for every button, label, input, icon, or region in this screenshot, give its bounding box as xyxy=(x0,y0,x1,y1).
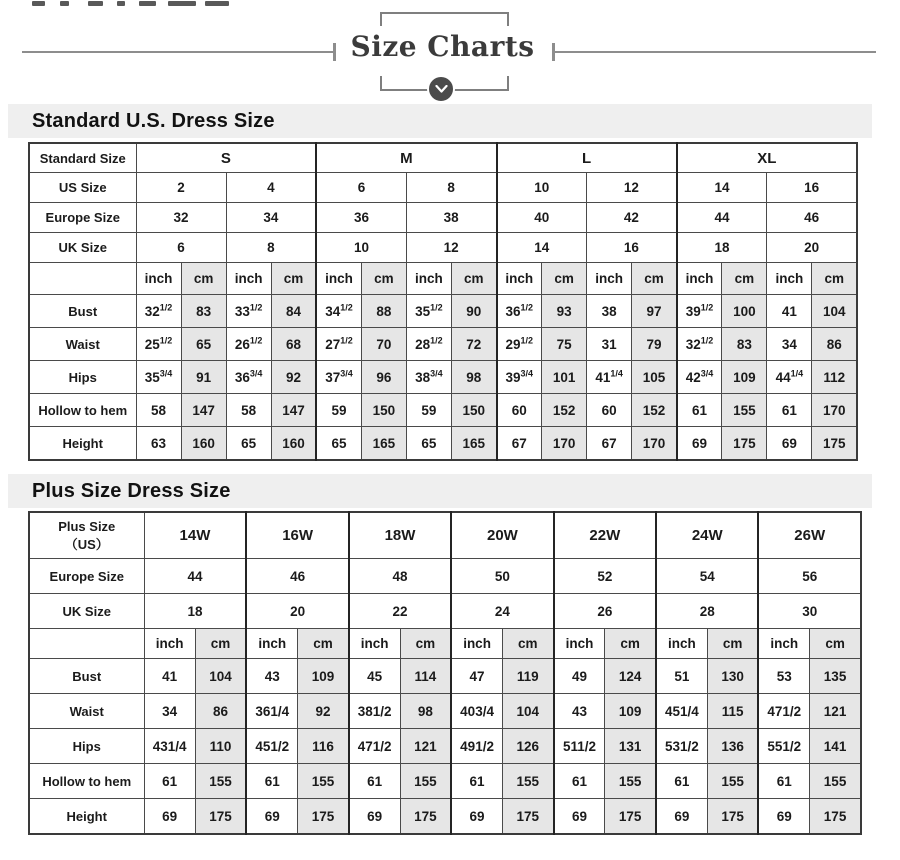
plus-section-title: Plus Size Dress Size xyxy=(32,479,231,502)
unit-header-cell: cm xyxy=(451,263,496,295)
size-value-cell: 4 xyxy=(226,173,316,203)
measurement-cell: 175 xyxy=(195,799,246,835)
measurement-cell: $35^{1/2}$ xyxy=(406,295,451,328)
measurement-cell: 38 xyxy=(587,295,632,328)
row-label: Waist xyxy=(29,694,144,729)
measurement-cell: 124 xyxy=(605,659,656,694)
size-value-cell: 12 xyxy=(406,233,496,263)
size-value-cell: 20 xyxy=(767,233,857,263)
measurement-cell: 115 xyxy=(707,694,758,729)
table-row xyxy=(29,694,861,729)
unit-header-cell: cm xyxy=(632,263,677,295)
unit-header-cell: inch xyxy=(246,629,297,659)
size-value-cell: 28 xyxy=(656,594,758,629)
plus-title-strip xyxy=(8,474,872,508)
size-value-cell: 54 xyxy=(656,559,758,594)
measurement-cell: 109 xyxy=(722,361,767,394)
unit-header-cell: inch xyxy=(587,263,632,295)
chevron-down-icon xyxy=(435,85,448,94)
measurement-cell: 96 xyxy=(361,361,406,394)
measurement-cell: $36^{3/4}$ xyxy=(226,361,271,394)
measurement-cell: 130 xyxy=(707,659,758,694)
table-row xyxy=(29,328,857,361)
measurement-cell: 98 xyxy=(400,694,451,729)
table-row xyxy=(29,629,861,659)
size-value-cell: 8 xyxy=(226,233,316,263)
measurement-cell: 86 xyxy=(812,328,857,361)
standard-dress-size-table xyxy=(28,142,858,461)
plus-dress-size-table xyxy=(28,511,862,835)
banner-right-line xyxy=(552,51,876,53)
row-label: UK Size xyxy=(29,233,136,263)
size-value-cell: 18 xyxy=(144,594,246,629)
measurement-cell: 155 xyxy=(195,764,246,799)
size-value-cell: 46 xyxy=(246,559,348,594)
table-row xyxy=(29,559,861,594)
size-value-cell: 18 xyxy=(677,233,767,263)
measurement-cell: $33^{1/2}$ xyxy=(226,295,271,328)
unit-header-cell: cm xyxy=(400,629,451,659)
measurement-cell: $39^{3/4}$ xyxy=(497,361,542,394)
measurement-cell: 141 xyxy=(810,729,861,764)
row-label: Hips xyxy=(29,361,136,394)
unit-header-cell: cm xyxy=(361,263,406,295)
measurement-cell: 75 xyxy=(542,328,587,361)
size-value-cell: 38 xyxy=(406,203,496,233)
measurement-cell: 121 xyxy=(400,729,451,764)
measurement-cell: 68 xyxy=(271,328,316,361)
unit-header-cell: inch xyxy=(136,263,181,295)
row-label: US Size xyxy=(29,173,136,203)
measurement-cell: 69 xyxy=(246,799,297,835)
unit-header-cell: cm xyxy=(707,629,758,659)
table-row xyxy=(29,263,857,295)
measurement-cell: 101 xyxy=(542,361,587,394)
measurement-cell: 175 xyxy=(605,799,656,835)
measurement-cell: 59 xyxy=(316,394,361,427)
measurement-cell: 381/2 xyxy=(349,694,400,729)
measurement-cell: 88 xyxy=(361,295,406,328)
unit-header-cell: cm xyxy=(722,263,767,295)
size-value-cell: 52 xyxy=(554,559,656,594)
measurement-cell: 69 xyxy=(677,427,722,461)
measurement-cell: 84 xyxy=(271,295,316,328)
measurement-cell: 110 xyxy=(195,729,246,764)
measurement-cell: 150 xyxy=(361,394,406,427)
measurement-cell: 104 xyxy=(812,295,857,328)
measurement-cell: 86 xyxy=(195,694,246,729)
measurement-cell: 69 xyxy=(144,799,195,835)
measurement-cell: 152 xyxy=(542,394,587,427)
unit-header-cell: inch xyxy=(767,263,812,295)
table-row xyxy=(29,764,861,799)
row-label: Bust xyxy=(29,295,136,328)
size-group-cell: 20W xyxy=(451,512,553,559)
measurement-cell: 58 xyxy=(226,394,271,427)
unit-header-cell: inch xyxy=(349,629,400,659)
size-value-cell: 48 xyxy=(349,559,451,594)
measurement-cell: 51 xyxy=(656,659,707,694)
measurement-cell: 155 xyxy=(605,764,656,799)
unit-header-cell: inch xyxy=(316,263,361,295)
measurement-cell: $42^{3/4}$ xyxy=(677,361,722,394)
size-group-cell: L xyxy=(497,143,677,173)
unit-header-cell: cm xyxy=(605,629,656,659)
size-value-cell: 10 xyxy=(316,233,406,263)
measurement-cell: 170 xyxy=(812,394,857,427)
measurement-cell: 175 xyxy=(812,427,857,461)
measurement-cell: 112 xyxy=(812,361,857,394)
size-value-cell: 24 xyxy=(451,594,553,629)
measurement-cell: 104 xyxy=(502,694,553,729)
size-group-cell: 16W xyxy=(246,512,348,559)
corner-label: Plus Size （US） xyxy=(29,512,144,559)
measurement-cell: 100 xyxy=(722,295,767,328)
size-value-cell: 10 xyxy=(497,173,587,203)
measurement-cell: $44^{1/4}$ xyxy=(767,361,812,394)
measurement-cell: 97 xyxy=(632,295,677,328)
measurement-cell: 41 xyxy=(767,295,812,328)
measurement-cell: 109 xyxy=(605,694,656,729)
measurement-cell: 69 xyxy=(451,799,502,835)
banner-title: Size Charts xyxy=(350,30,535,63)
measurement-cell: 165 xyxy=(361,427,406,461)
size-group-cell: 24W xyxy=(656,512,758,559)
table-row xyxy=(29,394,857,427)
measurement-cell: 91 xyxy=(181,361,226,394)
measurement-cell: 61 xyxy=(554,764,605,799)
measurement-cell: $37^{3/4}$ xyxy=(316,361,361,394)
size-value-cell: 6 xyxy=(136,233,226,263)
measurement-cell: 471/2 xyxy=(349,729,400,764)
standard-size-section xyxy=(0,104,900,461)
measurement-cell: 63 xyxy=(136,427,181,461)
measurement-cell: 170 xyxy=(632,427,677,461)
measurement-cell: 160 xyxy=(181,427,226,461)
measurement-cell: $28^{1/2}$ xyxy=(406,328,451,361)
banner-left-line xyxy=(22,51,336,53)
size-value-cell: 36 xyxy=(316,203,406,233)
measurement-cell: 72 xyxy=(451,328,496,361)
bracket-top xyxy=(380,12,509,26)
standard-section-title: Standard U.S. Dress Size xyxy=(32,109,275,132)
measurement-cell: 155 xyxy=(707,764,758,799)
size-value-cell: 16 xyxy=(767,173,857,203)
measurement-cell: 83 xyxy=(181,295,226,328)
unit-header-cell: cm xyxy=(181,263,226,295)
measurement-cell: 451/2 xyxy=(246,729,297,764)
measurement-cell: 61 xyxy=(758,764,809,799)
measurement-cell: 67 xyxy=(497,427,542,461)
measurement-cell: $34^{1/2}$ xyxy=(316,295,361,328)
measurement-cell: 43 xyxy=(246,659,297,694)
measurement-cell: 34 xyxy=(144,694,195,729)
measurement-cell: 175 xyxy=(707,799,758,835)
size-value-cell: 50 xyxy=(451,559,553,594)
empty-corner-cell xyxy=(29,263,136,295)
measurement-cell: 65 xyxy=(181,328,226,361)
measurement-cell: 49 xyxy=(554,659,605,694)
measurement-cell: $32^{1/2}$ xyxy=(677,328,722,361)
measurement-cell: 61 xyxy=(349,764,400,799)
unit-header-cell: inch xyxy=(554,629,605,659)
empty-corner-cell xyxy=(29,629,144,659)
size-group-cell: XL xyxy=(677,143,857,173)
size-value-cell: 46 xyxy=(767,203,857,233)
measurement-cell: 131 xyxy=(605,729,656,764)
measurement-cell: 60 xyxy=(587,394,632,427)
measurement-cell: 61 xyxy=(144,764,195,799)
size-value-cell: 42 xyxy=(587,203,677,233)
plus-size-section xyxy=(0,474,900,835)
measurement-cell: 92 xyxy=(271,361,316,394)
measurement-cell: 147 xyxy=(181,394,226,427)
measurement-cell: 175 xyxy=(722,427,767,461)
measurement-cell: 109 xyxy=(298,659,349,694)
unit-header-cell: inch xyxy=(677,263,722,295)
measurement-cell: 511/2 xyxy=(554,729,605,764)
table-row xyxy=(29,295,857,328)
size-value-cell: 12 xyxy=(587,173,677,203)
measurement-cell: 69 xyxy=(656,799,707,835)
size-value-cell: 8 xyxy=(406,173,496,203)
unit-header-cell: inch xyxy=(656,629,707,659)
measurement-cell: 90 xyxy=(451,295,496,328)
measurement-cell: 170 xyxy=(542,427,587,461)
measurement-cell: 147 xyxy=(271,394,316,427)
size-value-cell: 44 xyxy=(144,559,246,594)
measurement-cell: 92 xyxy=(298,694,349,729)
measurement-cell: $26^{1/2}$ xyxy=(226,328,271,361)
row-label: Height xyxy=(29,799,144,835)
unit-header-cell: inch xyxy=(406,263,451,295)
measurement-cell: 61 xyxy=(677,394,722,427)
size-value-cell: 44 xyxy=(677,203,767,233)
measurement-cell: 65 xyxy=(316,427,361,461)
measurement-cell: 65 xyxy=(226,427,271,461)
measurement-cell: 69 xyxy=(554,799,605,835)
measurement-cell: 551/2 xyxy=(758,729,809,764)
unit-header-cell: cm xyxy=(542,263,587,295)
unit-header-cell: cm xyxy=(271,263,316,295)
size-group-cell: 22W xyxy=(554,512,656,559)
measurement-cell: 155 xyxy=(400,764,451,799)
measurement-cell: 61 xyxy=(246,764,297,799)
measurement-cell: 43 xyxy=(554,694,605,729)
measurement-cell: 451/4 xyxy=(656,694,707,729)
size-value-cell: 6 xyxy=(316,173,406,203)
row-label: UK Size xyxy=(29,594,144,629)
row-label: Hollow to hem xyxy=(29,764,144,799)
unit-header-cell: inch xyxy=(758,629,809,659)
unit-header-cell: cm xyxy=(195,629,246,659)
row-label: Hollow to hem xyxy=(29,394,136,427)
measurement-cell: 61 xyxy=(767,394,812,427)
row-label: Hips xyxy=(29,729,144,764)
measurement-cell: 69 xyxy=(758,799,809,835)
corner-label: Standard Size xyxy=(29,143,136,173)
measurement-cell: 69 xyxy=(767,427,812,461)
unit-header-cell: cm xyxy=(502,629,553,659)
measurement-cell: 361/4 xyxy=(246,694,297,729)
table-row xyxy=(29,233,857,263)
measurement-cell: $38^{3/4}$ xyxy=(406,361,451,394)
table-row xyxy=(29,594,861,629)
measurement-cell: 105 xyxy=(632,361,677,394)
size-value-cell: 56 xyxy=(758,559,861,594)
measurement-cell: 152 xyxy=(632,394,677,427)
measurement-cell: 69 xyxy=(349,799,400,835)
measurement-cell: 431/4 xyxy=(144,729,195,764)
measurement-cell: 79 xyxy=(632,328,677,361)
size-group-cell: S xyxy=(136,143,316,173)
unit-header-cell: inch xyxy=(451,629,502,659)
measurement-cell: $41^{1/4}$ xyxy=(587,361,632,394)
measurement-cell: 98 xyxy=(451,361,496,394)
measurement-cell: 47 xyxy=(451,659,502,694)
size-value-cell: 20 xyxy=(246,594,348,629)
size-value-cell: 16 xyxy=(587,233,677,263)
measurement-cell: 83 xyxy=(722,328,767,361)
measurement-cell: 175 xyxy=(502,799,553,835)
measurement-cell: $29^{1/2}$ xyxy=(497,328,542,361)
measurement-cell: 471/2 xyxy=(758,694,809,729)
table-row xyxy=(29,143,857,173)
unit-header-cell: inch xyxy=(226,263,271,295)
row-label: Height xyxy=(29,427,136,461)
measurement-cell: 53 xyxy=(758,659,809,694)
size-group-cell: 26W xyxy=(758,512,861,559)
measurement-cell: 34 xyxy=(767,328,812,361)
measurement-cell: 155 xyxy=(298,764,349,799)
table-row xyxy=(29,512,861,559)
size-value-cell: 2 xyxy=(136,173,226,203)
unit-header-cell: inch xyxy=(144,629,195,659)
table-row xyxy=(29,361,857,394)
measurement-cell: 155 xyxy=(502,764,553,799)
measurement-cell: $25^{1/2}$ xyxy=(136,328,181,361)
measurement-cell: $27^{1/2}$ xyxy=(316,328,361,361)
measurement-cell: $35^{3/4}$ xyxy=(136,361,181,394)
size-group-cell: M xyxy=(316,143,496,173)
measurement-cell: 531/2 xyxy=(656,729,707,764)
measurement-cell: 160 xyxy=(271,427,316,461)
measurement-cell: 126 xyxy=(502,729,553,764)
measurement-cell: 155 xyxy=(722,394,767,427)
row-label: Bust xyxy=(29,659,144,694)
measurement-cell: 67 xyxy=(587,427,632,461)
row-label: Europe Size xyxy=(29,559,144,594)
measurement-cell: 116 xyxy=(298,729,349,764)
measurement-cell: 65 xyxy=(406,427,451,461)
measurement-cell: 45 xyxy=(349,659,400,694)
size-value-cell: 14 xyxy=(497,233,587,263)
unit-header-cell: cm xyxy=(810,629,861,659)
measurement-cell: 403/4 xyxy=(451,694,502,729)
row-label: Waist xyxy=(29,328,136,361)
size-value-cell: 22 xyxy=(349,594,451,629)
measurement-cell: 135 xyxy=(810,659,861,694)
size-group-cell: 18W xyxy=(349,512,451,559)
measurement-cell: 60 xyxy=(497,394,542,427)
unit-header-cell: cm xyxy=(298,629,349,659)
measurement-cell: 175 xyxy=(298,799,349,835)
size-value-cell: 14 xyxy=(677,173,767,203)
size-value-cell: 32 xyxy=(136,203,226,233)
size-group-cell: 14W xyxy=(144,512,246,559)
measurement-cell: 93 xyxy=(542,295,587,328)
measurement-cell: 104 xyxy=(195,659,246,694)
size-charts-banner xyxy=(0,0,900,104)
size-value-cell: 30 xyxy=(758,594,861,629)
measurement-cell: 491/2 xyxy=(451,729,502,764)
chevron-down-badge[interactable] xyxy=(427,75,455,103)
measurement-cell: $32^{1/2}$ xyxy=(136,295,181,328)
measurement-cell: 175 xyxy=(400,799,451,835)
measurement-cell: 136 xyxy=(707,729,758,764)
measurement-cell: 41 xyxy=(144,659,195,694)
table-row xyxy=(29,729,861,764)
measurement-cell: 70 xyxy=(361,328,406,361)
size-value-cell: 34 xyxy=(226,203,316,233)
standard-title-strip xyxy=(8,104,872,138)
size-value-cell: 26 xyxy=(554,594,656,629)
measurement-cell: 150 xyxy=(451,394,496,427)
row-label: Europe Size xyxy=(29,203,136,233)
measurement-cell: 59 xyxy=(406,394,451,427)
unit-header-cell: cm xyxy=(812,263,857,295)
table-row xyxy=(29,659,861,694)
measurement-cell: 61 xyxy=(451,764,502,799)
table-row xyxy=(29,799,861,835)
measurement-cell: 119 xyxy=(502,659,553,694)
measurement-cell: 155 xyxy=(810,764,861,799)
measurement-cell: 58 xyxy=(136,394,181,427)
table-row xyxy=(29,203,857,233)
measurement-cell: 31 xyxy=(587,328,632,361)
table-row xyxy=(29,173,857,203)
measurement-cell: $36^{1/2}$ xyxy=(497,295,542,328)
measurement-cell: $39^{1/2}$ xyxy=(677,295,722,328)
measurement-cell: 121 xyxy=(810,694,861,729)
table-row xyxy=(29,427,857,461)
unit-header-cell: inch xyxy=(497,263,542,295)
measurement-cell: 165 xyxy=(451,427,496,461)
measurement-cell: 61 xyxy=(656,764,707,799)
size-value-cell: 40 xyxy=(497,203,587,233)
measurement-cell: 114 xyxy=(400,659,451,694)
measurement-cell: 175 xyxy=(810,799,861,835)
